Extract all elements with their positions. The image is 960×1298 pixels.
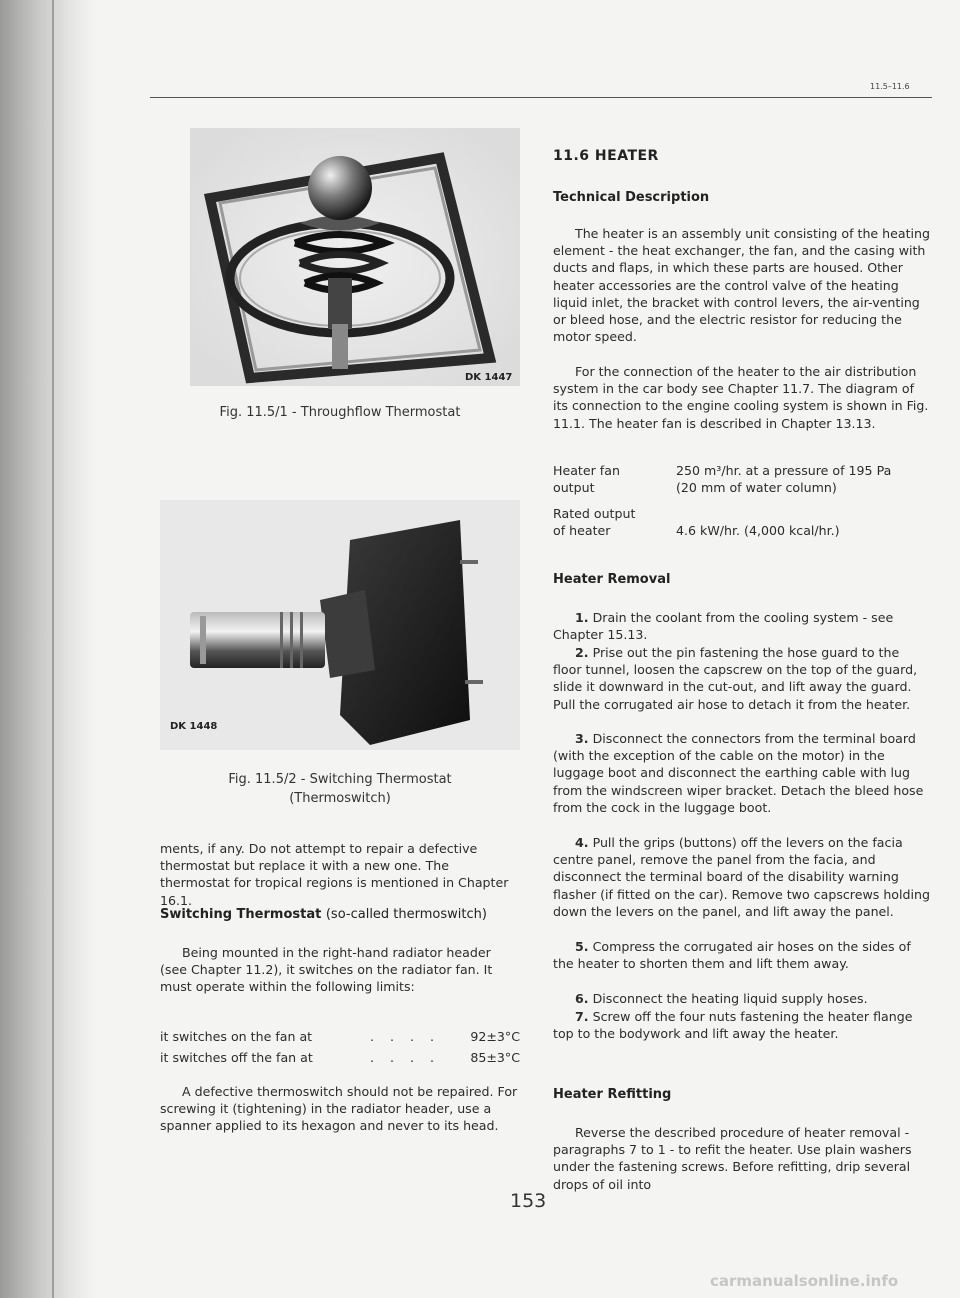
figure1-caption: Fig. 11.5/1 - Throughflow Thermostat [219,405,461,420]
refitting-paragraph: Reverse the described procedure of heater removal - paragraphs 7 to 1 - to refit the heater. Use plain washers under the fastening screws. Before refitting, drip several drops of oil into [553,1125,912,1192]
technical-paragraph-1: The heater is an assembly unit consisting of the heating element - the heat exchanger, the fan, and the casing with ducts and flaps, in which these parts are housed. Other heater accessories are the control valve of the heating liquid inlet, the bracket with control levers, the air-venting or bleed hose, and the electric resistor for reducing the motor speed. [553,226,931,345]
spec-value-fan-output-2: (20 mm of water column) [676,480,837,495]
page-binding-shadow [0,0,96,1298]
section-title-heater: 11.6 HEATER [553,148,659,164]
removal-step-2-text: Prise out the pin fastening the hose guard to the floor tunnel, loosen the capscrew on the top of the guard, slide it downward in the cut-out, and lift away the guard. Pull the corrugated air hose to detach it from the heater. [553,645,918,712]
spec-label-fan-output-1: Heater fan [553,463,620,478]
removal-step-3-num: 3. [575,731,589,746]
switching-heading-bold: Switching Thermostat [160,907,322,922]
removal-step-7-num: 7. [575,1009,589,1024]
technical-paragraph-2: For the connection of the heater to the air distribution system in the car body see Chapter 11.7. The diagram of its connection to the engine cooling system is shown in Fig. 11.1. The heater fan is described in Chapter 13.13. [553,364,929,431]
removal-step-7-text: Screw off the four nuts fastening the heater flange top to the bodywork and lift away the heater. [553,1009,913,1042]
spec-label-fan-output-2: output [553,480,595,495]
heater-refitting-heading: Heater Refitting [553,1087,672,1102]
removal-step-6-num: 6. [575,991,589,1006]
left-paragraph-1: ments, if any. Do not attempt to repair a defective thermostat but replace it with a new one. The thermostat for tropical regions is mentioned in Chapter 16.1. [160,841,509,908]
figure2-caption-line2: (Thermoswitch) [289,791,391,806]
running-head: 11.5–11.6 [870,82,910,91]
removal-step-6 [553,990,931,1007]
switching-thermostat-heading [160,907,520,922]
spec-label-rated-output-2: of heater [553,523,611,538]
limit-row-on [160,1029,520,1044]
left-paragraph-2: Being mounted in the right-hand radiator header (see Chapter 11.2), it switches on the radiator fan. It must operate within the following limits: [160,945,493,995]
watermark: carmanualsonline.info [710,1272,899,1290]
removal-step-3-text: Disconnect the connectors from the terminal board (with the exception of the cable on the motor) in the luggage boot and disconnect the earthing cable with lug from the windscreen wiper bracket. Detach the bleed hose from the cock in the luggage boot. [553,731,924,815]
limit-on-label: it switches on the fan at [160,1029,313,1044]
throughflow-thermostat-photo [190,128,520,386]
removal-step-5-text: Compress the corrugated air hoses on the sides of the heater to shorten them and lift them away. [553,939,911,972]
figure2-code: DK 1448 [170,721,218,732]
limit-off-dots: . . . . [370,1050,441,1065]
spec-label-rated-output-1: Rated output [553,506,636,521]
header-rule [150,97,932,98]
removal-step-1-num: 1. [575,610,589,625]
limit-on-dots: . . . . [370,1029,441,1044]
removal-step-3 [553,730,931,816]
heater-removal-heading: Heater Removal [553,572,671,587]
removal-step-5 [553,938,931,972]
removal-step-4-num: 4. [575,835,589,850]
figure1-code: DK 1447 [465,372,513,383]
limit-row-off [160,1050,520,1065]
spec-value-fan-output-1: 250 m³/hr. at a pressure of 195 Pa [676,463,892,478]
technical-description-heading: Technical Description [553,190,710,205]
removal-step-2-num: 2. [575,645,589,660]
limit-off-value: 85±3°C [470,1050,520,1065]
switching-thermostat-photo [160,500,520,750]
removal-step-5-num: 5. [575,939,589,954]
removal-step-7 [553,1008,931,1042]
spec-value-rated-output-1: 4.6 kW/hr. (4,000 kcal/hr.) [676,523,840,538]
binding-edge [52,0,54,1298]
removal-step-1-text: Drain the coolant from the cooling system - see Chapter 15.13. [553,610,894,643]
removal-step-2 [553,644,931,713]
removal-step-4-text: Pull the grips (buttons) off the levers on the facia centre panel, remove the panel from the facia, and disconnect the terminal board of the disability warning flasher (if fitted on the car). Remove two capscrews holding down the levers on the panel, and lift away the panel. [553,835,930,919]
left-paragraph-3: A defective thermoswitch should not be repaired. For screwing it (tightening) in the radiator header, use a spanner applied to its hexagon and never to its head. [160,1084,518,1134]
limit-off-label: it switches off the fan at [160,1050,313,1065]
limit-on-value: 92±3°C [470,1029,520,1044]
removal-step-4 [553,834,931,920]
figure2-caption-line1: Fig. 11.5/2 - Switching Thermostat [228,772,452,787]
removal-step-1 [553,609,931,643]
switching-heading-suffix: (so-called thermoswitch) [325,907,487,922]
page-number: 153 [510,1190,547,1212]
removal-step-6-text: Disconnect the heating liquid supply hoses. [592,991,868,1006]
